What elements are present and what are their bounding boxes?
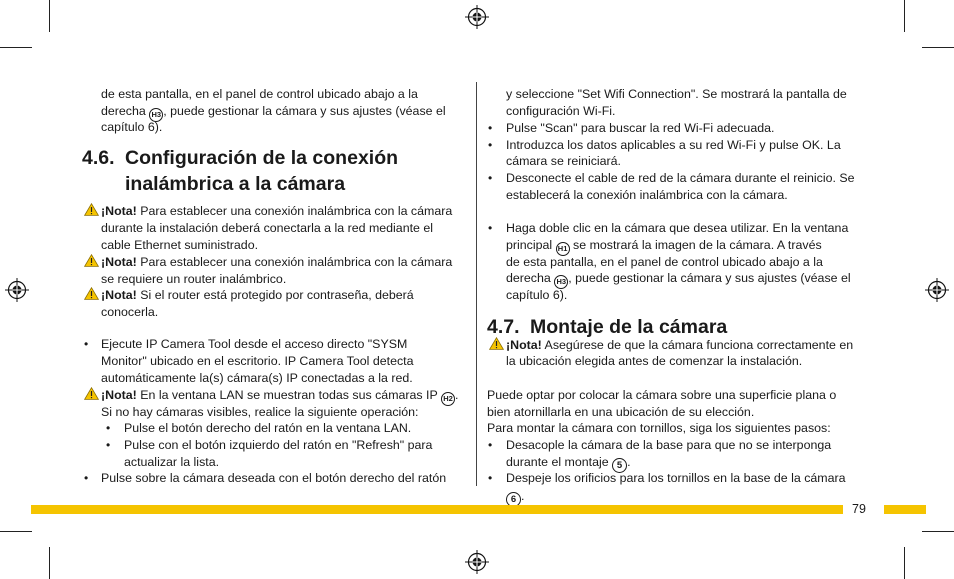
- list-item-line: cámara se reiniciará.: [506, 154, 622, 168]
- crop-mark: [922, 47, 954, 48]
- intro-text: derecha: [101, 104, 150, 118]
- number-5-badge-icon: 5: [612, 458, 627, 473]
- note-text: Si el router está protegido por contraseña, deberá: [136, 288, 414, 302]
- registration-mark-icon: [465, 5, 489, 29]
- intro-text: , puede gestionar la cámara y sus ajustes (véase el: [163, 104, 446, 118]
- warning-icon: [489, 337, 504, 350]
- h1-badge-icon: H1: [556, 242, 570, 256]
- bullet-dot: •: [488, 438, 493, 452]
- section-title: Configuración de la conexión: [125, 147, 399, 169]
- list-item-line: de esta pantalla, en el panel de control ubicado abajo a la: [506, 255, 823, 269]
- list-item-line: establecerá la conexión inalámbrica con la cámara.: [506, 188, 788, 202]
- note-text: En la ventana LAN se muestran todas sus cámaras IP: [136, 388, 441, 402]
- list-item: Desacople la cámara de la base para que no se interponga: [506, 438, 832, 452]
- list-item-line: automáticamente la(s) cámara(s) IP conectadas a la red.: [101, 371, 413, 385]
- list-text: .: [521, 489, 525, 503]
- h2-badge-icon: H2: [441, 392, 455, 406]
- footer-bar: [884, 505, 926, 514]
- list-item-line: y seleccione "Set Wifi Connection". Se mostrará la pantalla de: [506, 87, 847, 101]
- note-label: ¡Nota!: [506, 338, 542, 352]
- list-text: se mostrará la imagen de la cámara. A través: [569, 238, 822, 252]
- list-item: Haga doble clic en la cámara que desea utilizar. En la ventana: [506, 221, 849, 235]
- bullet-dot: •: [488, 221, 493, 235]
- note-text: Asegúrese de que la cámara funciona correctamente en: [541, 338, 854, 352]
- paragraph-line: Puede optar por colocar la cámara sobre una superficie plana o: [487, 388, 837, 402]
- bullet-dot: •: [488, 138, 493, 152]
- h3-badge-icon: H3: [554, 275, 568, 289]
- bullet-dot: •: [488, 121, 493, 135]
- crop-mark: [0, 531, 32, 532]
- note-text: Para establecer una conexión inalámbrica con la cámara: [136, 255, 453, 269]
- list-item-line: configuración Wi-Fi.: [506, 104, 616, 118]
- list-text: durante el montaje: [506, 455, 613, 469]
- warning-icon: [84, 387, 99, 400]
- intro-line: de esta pantalla, en el panel de control ubicado abajo a la: [101, 87, 418, 101]
- sub-list-item: Pulse el botón derecho del ratón en la ventana LAN.: [124, 421, 412, 435]
- bullet-dot: •: [84, 471, 89, 485]
- warning-icon: [84, 287, 99, 300]
- list-item: Pulse "Scan" para buscar la red Wi-Fi adecuada.: [506, 121, 775, 135]
- crop-mark: [904, 547, 905, 579]
- list-item-line: capítulo 6).: [506, 288, 568, 302]
- footer-bar: [31, 505, 843, 514]
- note: [84, 287, 414, 304]
- note-line: conocerla.: [101, 305, 159, 319]
- list-item: Pulse sobre la cámara deseada con el botón derecho del ratón: [101, 471, 447, 485]
- number-6-badge-icon: 6: [506, 492, 521, 507]
- warning-icon: [84, 254, 99, 267]
- section-number: 4.7.: [487, 316, 520, 338]
- list-item-line: [506, 237, 822, 256]
- bullet-dot: •: [488, 171, 493, 185]
- crop-mark: [49, 0, 50, 32]
- note-label: ¡Nota!: [101, 204, 137, 218]
- note-line: la ubicación elegida antes de comenzar la instalación.: [506, 354, 803, 368]
- list-text: , puede gestionar la cámara y sus ajustes (véase el: [568, 271, 851, 285]
- page-number: 79: [852, 502, 866, 516]
- list-item-line: Monitor" ubicado en el escritorio. IP Camera Tool detecta: [101, 354, 414, 368]
- crop-mark: [49, 547, 50, 579]
- list-item-line: [506, 270, 851, 289]
- bullet-dot: •: [488, 471, 493, 485]
- warning-icon: [84, 203, 99, 216]
- list-item: Ejecute IP Camera Tool desde el acceso directo "SYSM: [101, 337, 408, 351]
- registration-mark-icon: [465, 550, 489, 574]
- note-line: durante la instalación deberá conectarla a la red mediante el: [101, 221, 434, 235]
- note-line: Si no hay cámaras visibles, realice la siguiente operación:: [101, 405, 419, 419]
- list-item: Despeje los orificios para los tornillos en la base de la cámara: [506, 471, 846, 485]
- sub-list-item-line: actualizar la lista.: [124, 455, 220, 469]
- bullet-dot: •: [106, 438, 111, 452]
- section-title: Montaje de la cámara: [530, 316, 728, 338]
- registration-mark-icon: [925, 278, 949, 302]
- intro-line: capítulo 6).: [101, 120, 163, 134]
- list-text: .: [627, 455, 631, 469]
- note: [84, 203, 452, 220]
- sub-list-item: Pulse con el botón izquierdo del ratón en "Refresh" para: [124, 438, 433, 452]
- note: [84, 387, 458, 406]
- note: [84, 254, 452, 271]
- list-text: principal: [506, 238, 556, 252]
- list-item: Introduzca los datos aplicables a su red Wi-Fi y pulse OK. La: [506, 138, 841, 152]
- note-label: ¡Nota!: [101, 288, 137, 302]
- crop-mark: [0, 47, 32, 48]
- section-number: 4.6.: [82, 147, 115, 169]
- crop-mark: [904, 0, 905, 32]
- list-item: Desconecte el cable de red de la cámara durante el reinicio. Se: [506, 171, 855, 185]
- note: [489, 337, 853, 354]
- note-label: ¡Nota!: [101, 255, 137, 269]
- note-label: ¡Nota!: [101, 388, 137, 402]
- registration-mark-icon: [5, 278, 29, 302]
- crop-mark: [922, 531, 954, 532]
- bullet-dot: •: [84, 337, 89, 351]
- paragraph-line: Para montar la cámara con tornillos, siga los siguientes pasos:: [487, 421, 831, 435]
- section-title: inalámbrica a la cámara: [125, 173, 346, 195]
- note-text: Para establecer una conexión inalámbrica con la cámara: [136, 204, 453, 218]
- column-divider: [476, 82, 477, 486]
- list-text: derecha: [506, 271, 555, 285]
- note-line: se requiere un router inalámbrico.: [101, 272, 287, 286]
- paragraph-line: bien atornillarla en una ubicación de su elección.: [487, 405, 755, 419]
- note-text: .: [455, 388, 459, 402]
- bullet-dot: •: [106, 421, 111, 435]
- h3-badge-icon: H3: [149, 108, 163, 122]
- note-line: cable Ethernet suministrado.: [101, 238, 259, 252]
